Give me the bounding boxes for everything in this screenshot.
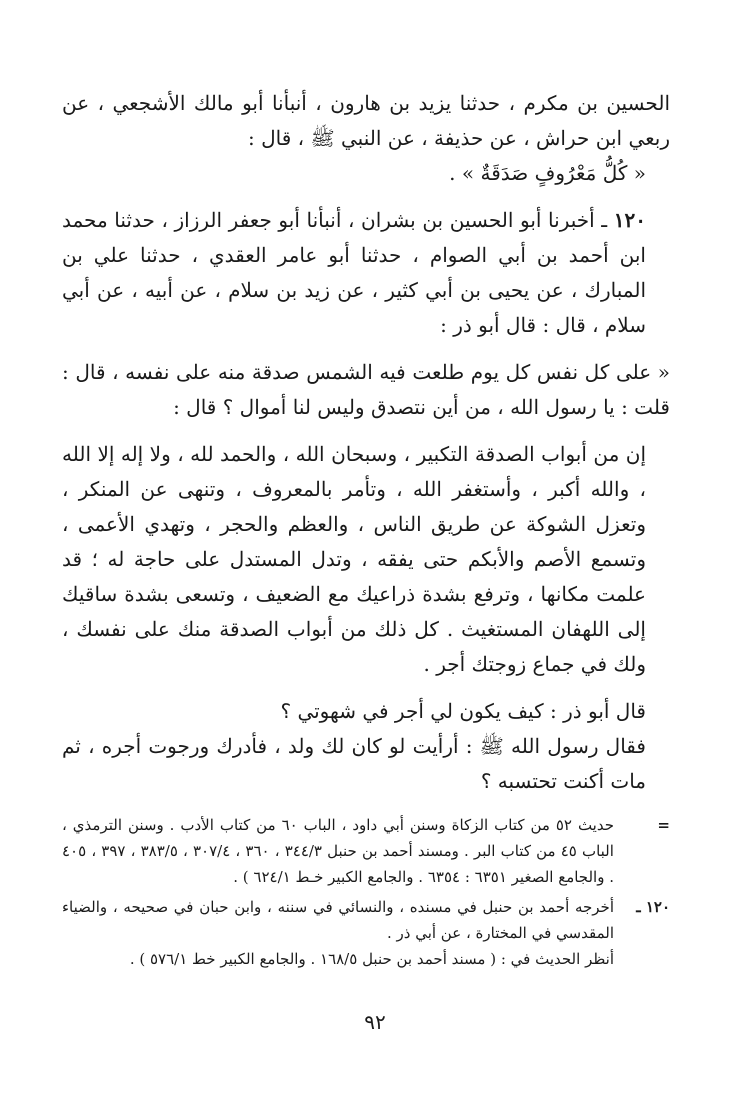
hadith-number: ١٢٠ — [613, 208, 646, 232]
footnote-1 — [62, 812, 670, 890]
paragraph-isnad-2 — [62, 203, 670, 343]
hadith-quote-2: « على كل نفس كل يوم طلعت فيه الشمس صدقة منه على نفسه ، قال : قلت : يا رسول الله ، من أين نتصدق وليس لنا أموال ؟ قال : — [62, 360, 670, 419]
paragraph-isnad-1: الحسين بن مكرم ، حدثنا يزيد بن هارون ، أنبأنا أبو مالك الأشجعي ، عن ربعي ابن حراش ، عن حذيفة ، عن النبي ﷺ ، قال : — [62, 91, 670, 150]
footnote-text: حديث ٥٢ من كتاب الزكاة وسنن أبي داود ، الباب ٦٠ من كتاب الأدب . وسنن الترمذي ، الباب ٤٥ من كتاب البر . ومسند أحمد بن حنبل ٣٤٤/٣ ، ٣٦٠ ، ٣٠٧/٤ ، ٣٨٣/٥ ، ٣٩٧ ، ٤٠٥ . والجامع الصغير ٦٣٥١ : ٦٣٥٤ . والجامع الكبير خـط ٦٢٤/١ ) . — [62, 816, 614, 886]
footnote-text: أخرجه أحمد بن حنبل في مسنده ، والنسائي في سننه ، وابن حبان في صحيحه ، والضياء المقدسي في المختارة ، عن أبي ذر . — [62, 898, 614, 942]
abu-dharr-question: قال أبو ذر : كيف يكون لي أجر في شهوتي ؟ — [280, 699, 646, 723]
main-text — [62, 86, 670, 799]
footnote-2 — [62, 894, 670, 972]
footnote-marker: ١٢٠ ـ — [636, 898, 670, 916]
prophet-reply: فقال رسول الله ﷺ : أرأيت لو كان لك ولد ، فأدرك ورجوت أجره ، ثم مات أكنت تحتسبه ؟ — [62, 734, 646, 793]
isnad-text: ـ أخبرنا أبو الحسين بن بشران ، أنبأنا أبو جعفر الرزاز ، حدثنا محمد ابن أحمد بن أبي الصوام ، حدثنا أبو عامر العقدي ، حدثنا علي بن المبارك ، عن يحيى بن أبي كثير ، عن زيد بن سلام ، عن أبيه ، عن أبي سلام ، قال : قال أبو ذر : — [62, 208, 646, 337]
page-number: ٩٢ — [364, 1010, 386, 1034]
hadith-body: إن من أبواب الصدقة التكبير ، وسبحان الله ، والحمد لله ، ولا إله إلا الله ، والله أكبر ، وأستغفر الله ، وتأمر بالمعروف ، وتنهى عن المنكر ، وتعزل الشوكة عن طريق الناس ، والعظم والحجر ، وتهدي الأعمى ، وتسمع الأصم والأبكم حتى يفقه ، وتدل المستدل على حاجة له ؛ قد علمت مكانها ، وترفع بشدة ذراعيك مع الضعيف ، وتسعى بشدة ساقيك إلى اللهفان المستغيث . كل ذلك من أبواب الصدقة منك على نفسك ، ولك في جماع زوجتك أجر . — [62, 442, 646, 676]
footnote-marker: = — [657, 816, 670, 834]
footnotes — [62, 812, 670, 976]
footnote-reference: أنظر الحديث في : ( مسند أحمد بن حنبل ١٦٨/٥ . والجامع الكبير خط ٥٧٦/١ ) . — [129, 950, 614, 968]
hadith-quote-1: « كُلُّ مَعْرُوفٍ صَدَقَةٌ » . — [449, 161, 646, 185]
